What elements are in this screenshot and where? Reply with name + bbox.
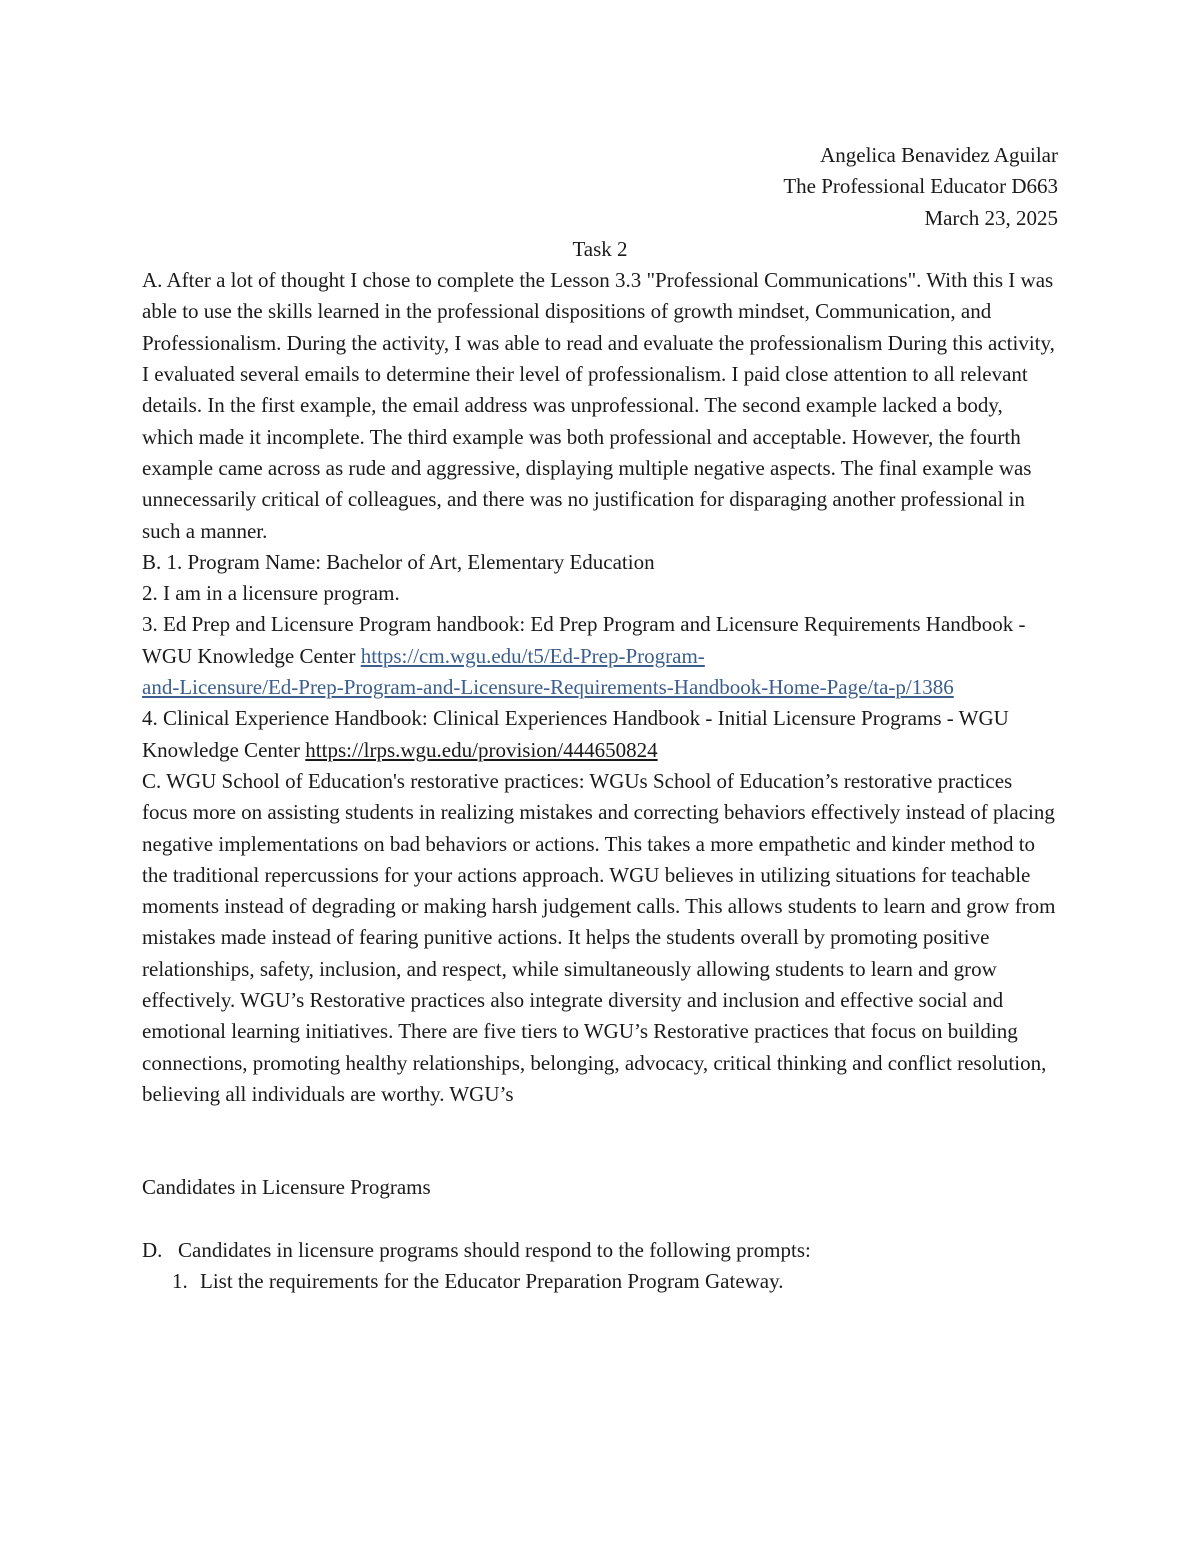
spacer <box>142 1204 1058 1235</box>
section-a-paragraph: A. After a lot of thought I chose to complete the Lesson 3.3 "Professional Communications". With this I was able to use the skills learned in the professional dispositions of growth mindset, Communication, and Professionalism. During the activity, I was able to read and evaluate the professionalism During this activity, I evaluated several emails to determine their level of professionalism. I paid close attention to all relevant details. In the first example, the email address was unprofessional. The second example lacked a body, which made it incomplete. The third example was both professional and acceptable. However, the fourth example came across as rude and aggressive, displaying multiple negative aspects. The final example was unnecessarily critical of colleagues, and there was no justification for disparaging another professional in such a manner. <box>142 268 1055 543</box>
section-b-item-4 <box>142 703 1058 766</box>
course-name: The Professional Educator D663 <box>783 174 1058 199</box>
ed-prep-handbook-link-part2: and-Licensure/Ed-Prep-Program-and-Licensure-Requirements-Handbook-Home-Page/ta-p/1386 <box>142 675 954 700</box>
list-item-number: 1. <box>172 1268 188 1293</box>
document-page <box>142 140 1058 1297</box>
section-b-item-2: 2. I am in a licensure program. <box>142 581 400 606</box>
list-item-text: List the requirements for the Educator Preparation Program Gateway. <box>200 1268 784 1293</box>
section-d-label: D. <box>142 1237 163 1262</box>
document-date: March 23, 2025 <box>924 205 1058 230</box>
section-d-text: Candidates in licensure programs should respond to the following prompts: <box>178 1237 811 1262</box>
section-b-item-1: B. 1. Program Name: Bachelor of Art, Elementary Education <box>142 549 655 574</box>
spacer <box>142 1110 1058 1172</box>
clinical-handbook-link[interactable]: https://lrps.wgu.edu/provision/444650824 <box>305 737 658 762</box>
author-name: Angelica Benavidez Aguilar <box>820 143 1058 167</box>
section-b-item-3 <box>142 609 1058 703</box>
licensure-heading: Candidates in Licensure Programs <box>142 1175 431 1200</box>
section-d-list-item <box>142 1266 1058 1297</box>
ed-prep-handbook-link-part1: https://cm.wgu.edu/t5/Ed-Prep-Program- <box>360 643 705 668</box>
document-title: Task 2 <box>572 236 628 261</box>
section-b-item-3-text: 3. Ed Prep and Licensure Program handbook: Ed Prep Program and Licensure Requirements Handbook - WGU Knowledge Center <box>142 612 1026 668</box>
section-c-paragraph: C. WGU School of Education's restorative practices: WGUs School of Education’s restorative practices focus more on assisting students in realizing mistakes and correcting behaviors effectively instead of placing negative implementations on bad behaviors or actions. This takes a more empathetic and kinder method to the traditional repercussions for your actions approach. WGU believes in utilizing situations for teachable moments instead of degrading or making harsh judgement calls. This allows students to learn and grow from mistakes made instead of fearing punitive actions. It helps the students overall by promoting positive relationships, safety, inclusion, and respect, while simultaneously allowing students to learn and grow effectively. WGU’s Restorative practices also integrate diversity and inclusion and effective social and emotional learning initiatives. There are five tiers to WGU’s Restorative practices that focus on building connections, promoting healthy relationships, belonging, advocacy, critical thinking and conflict resolution, believing all individuals are worthy. WGU’s <box>142 768 1056 1106</box>
section-b-item-4-text: 4. Clinical Experience Handbook: Clinical Experiences Handbook - Initial Licensure Programs - WGU Knowledge Center <box>142 706 1009 762</box>
section-d <box>142 1235 1058 1266</box>
